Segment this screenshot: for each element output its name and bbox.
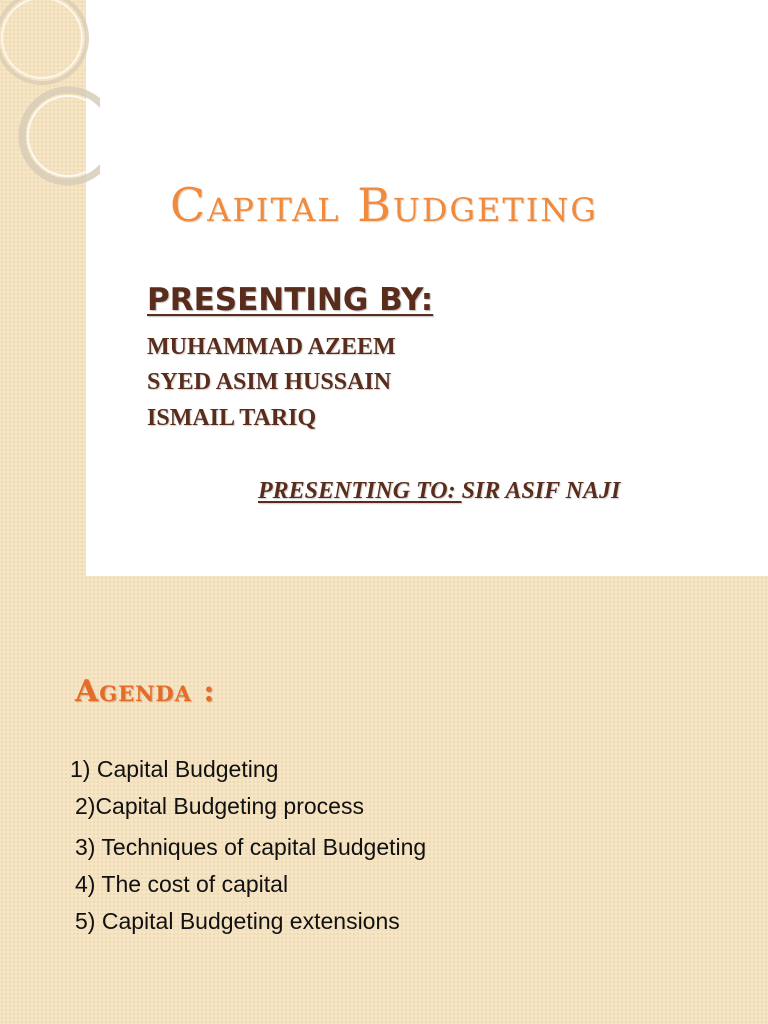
- agenda-item: 2)Capital Budgeting process: [75, 793, 364, 819]
- agenda-heading: Agenda :: [75, 674, 216, 709]
- agenda-item: 5) Capital Budgeting extensions: [75, 908, 400, 934]
- presenting-by-heading: PRESENTING BY:: [147, 282, 434, 318]
- agenda-slide: [0, 576, 768, 1024]
- slide-title: Capital Budgeting: [170, 178, 598, 232]
- agenda-item: 1) Capital Budgeting: [70, 756, 279, 782]
- presenting-to-line: [258, 478, 620, 505]
- presenter-name: ISMAIL TARIQ: [147, 405, 317, 431]
- presenting-to-name: SIR ASIF NAJI: [461, 478, 621, 504]
- agenda-item: 4) The cost of capital: [75, 871, 289, 897]
- decorative-rings-icon: [0, 0, 100, 190]
- agenda-item: 3) Techniques of capital Budgeting: [75, 834, 427, 860]
- presenter-name: MUHAMMAD AZEEM: [147, 334, 396, 360]
- presenting-to-label: PRESENTING TO:: [258, 478, 462, 504]
- presenter-name: SYED ASIM HUSSAIN: [147, 369, 392, 395]
